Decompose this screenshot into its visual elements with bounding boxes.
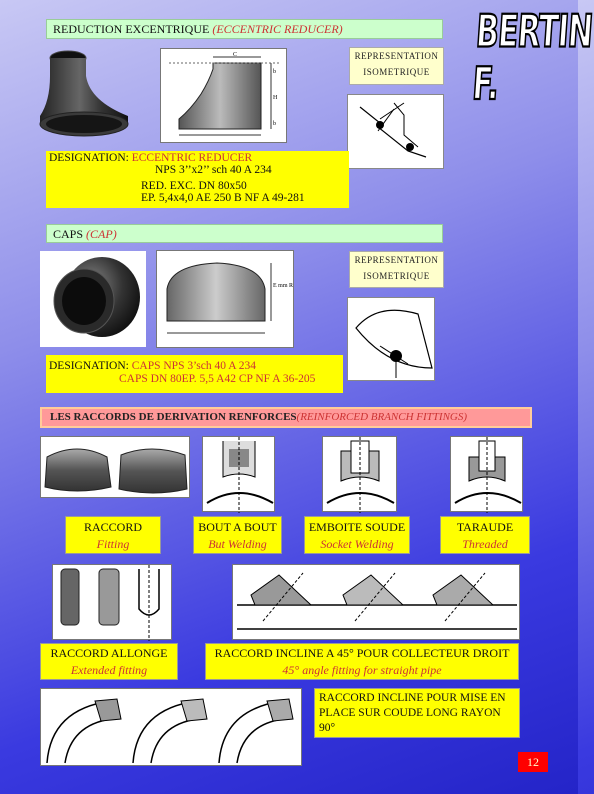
reducer-title-en: (ECCENTRIC REDUCER) xyxy=(212,22,343,36)
branch-title: LES RACCORDS DE DERIVATION RENFORCES xyxy=(50,411,297,423)
reducer-designation-line4: EP. 5,4x4,0 AE 250 B NF A 49-281 xyxy=(141,191,305,204)
butt-weld-drawing xyxy=(202,436,275,512)
label-coude-line3: 90° xyxy=(319,722,336,734)
label-allonge xyxy=(40,643,178,680)
threaded-drawing xyxy=(450,436,523,512)
brand-logo: BERTIN F. xyxy=(470,6,594,111)
reducer-designation-value: ECCENTRIC REDUCER xyxy=(131,152,253,164)
cap-photo xyxy=(40,251,146,347)
reducer-photo xyxy=(40,46,130,141)
cap-designation-value: CAPS NPS 3’sch 40 A 234 xyxy=(131,360,257,372)
cap-title-bar xyxy=(46,224,443,243)
dim-label-c: C xyxy=(233,52,238,58)
label-incline xyxy=(205,643,519,680)
angle-fitting-drawing xyxy=(232,564,520,640)
label-allonge-fr: RACCORD ALLONGE xyxy=(50,646,168,660)
label-bout-fr: BOUT A BOUT xyxy=(198,520,277,534)
reducer-designation-line2: NPS 3’’x2’’ sch 40 A 234 xyxy=(155,163,272,176)
reducer-title: REDUCTION EXCENTRIQUE xyxy=(53,22,210,36)
label-raccord-en: Fitting xyxy=(96,537,130,551)
cap-iso-line2: ISOMETRIQUE xyxy=(363,271,430,281)
label-taraude-en: Threaded xyxy=(462,537,508,551)
label-incline-en: 45° angle fitting for straight pipe xyxy=(282,663,442,677)
label-taraude-fr: TARAUDE xyxy=(456,520,514,534)
dim-label-h: H xyxy=(273,95,278,101)
reducer-iso-line2: ISOMETRIQUE xyxy=(363,67,430,77)
label-emboite-en: Socket Welding xyxy=(320,537,394,551)
cap-drawing xyxy=(156,250,294,348)
label-raccord xyxy=(65,516,161,554)
label-emboite xyxy=(304,516,410,554)
cap-title-en: (CAP) xyxy=(86,227,117,241)
cap-designation-line2: CAPS DN 80EP. 5,5 A42 CP NF A 36-205 xyxy=(119,373,316,385)
reducer-iso-label xyxy=(349,47,444,85)
branch-title-en: (REINFORCED BRANCH FITTINGS) xyxy=(296,411,468,423)
fitting-photo xyxy=(40,436,190,498)
socket-weld-drawing xyxy=(322,436,397,512)
cap-title: CAPS xyxy=(53,227,84,241)
label-incline-fr: RACCORD INCLINE A 45° POUR COLLECTEUR DROIT xyxy=(214,646,510,660)
branch-title-bar xyxy=(40,407,532,428)
label-coude-line1: RACCORD INCLINE POUR MISE EN xyxy=(319,692,506,704)
dim-label-e: E mm R xyxy=(273,283,294,289)
dim-label-b-bottom: b xyxy=(273,121,276,127)
reducer-designation-label: DESIGNATION: xyxy=(49,152,129,164)
reducer-designation-line3: RED. EXC. DN 80x50 xyxy=(141,180,247,192)
cap-iso-label xyxy=(349,251,444,288)
dim-label-b-top: b xyxy=(273,69,276,75)
label-bout xyxy=(193,516,282,554)
label-allonge-en: Extended fitting xyxy=(70,663,148,677)
label-coude xyxy=(314,688,520,738)
label-coude-line2: PLACE SUR COUDE LONG RAYON xyxy=(319,707,501,719)
reducer-iso-line1: REPRESENTATION xyxy=(354,51,439,61)
reducer-designation xyxy=(46,151,349,208)
label-emboite-fr: EMBOITE SOUDE xyxy=(308,520,406,534)
cap-designation xyxy=(46,355,343,393)
cap-iso-drawing xyxy=(347,297,435,381)
label-taraude xyxy=(440,516,530,554)
reducer-title-bar xyxy=(46,19,443,39)
cap-iso-line1: REPRESENTATION xyxy=(354,255,439,265)
cap-designation-label: DESIGNATION: xyxy=(49,360,129,372)
reducer-drawing xyxy=(160,48,287,143)
reducer-iso-drawing xyxy=(347,94,444,169)
label-bout-en: But Welding xyxy=(208,537,267,551)
label-raccord-fr: RACCORD xyxy=(83,520,142,534)
page-number: 12 xyxy=(518,752,548,772)
elbow-fitting-drawing xyxy=(40,688,302,766)
extended-fitting-drawing xyxy=(52,564,172,640)
